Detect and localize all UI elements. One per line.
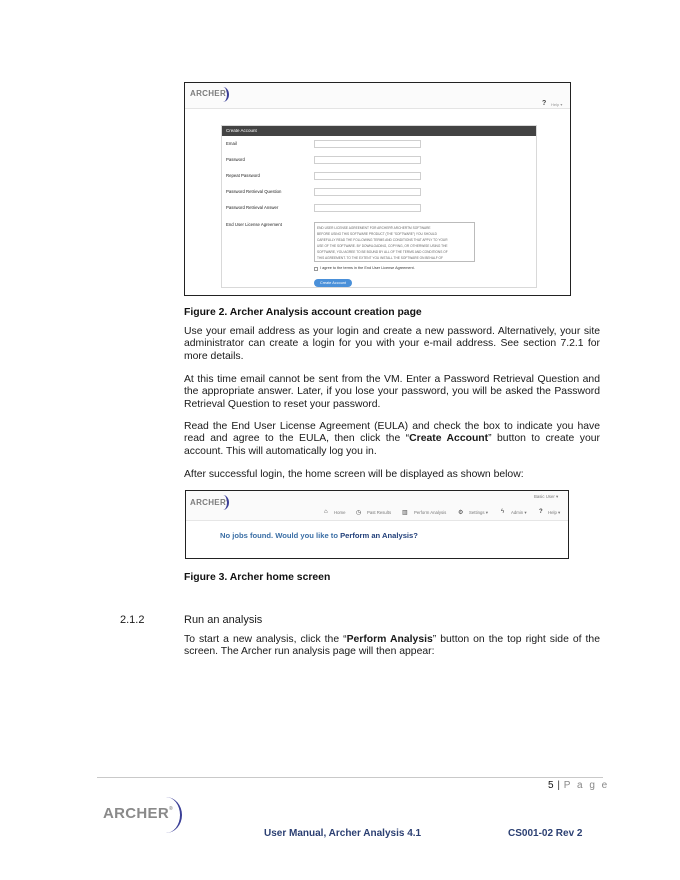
question-icon[interactable]: ?: [539, 509, 543, 515]
eula-line: END USER LICENSE AGREEMENT FOR ARCHER® ARCHERTM SOFTWARE: [317, 226, 431, 230]
email-label: Email: [226, 141, 237, 146]
section-title: Run an analysis: [184, 614, 263, 626]
nav-perform-analysis[interactable]: Perform Analysis: [414, 510, 447, 515]
gear-icon[interactable]: ⚙: [458, 510, 464, 516]
question-icon[interactable]: ?: [542, 100, 547, 107]
eula-textbox[interactable]: [314, 222, 475, 262]
footer-doc-id: CS001-02 Rev 2: [508, 828, 583, 839]
eula-line: USE OF THE SOFTWARE. BY DOWNLOADING, COPYING, OR OTHERWISE USING THE: [317, 244, 448, 248]
paragraph-run-analysis: To start a new analysis, click the “Perform Analysis” button on the top right side of the screen. The Archer run analysis page will then appear:: [184, 634, 600, 658]
section-number: 2.1.2: [120, 614, 145, 626]
repeat-password-label: Repeat Password: [226, 173, 260, 178]
paragraph-email-vm: At this time email cannot be sent from the VM. Enter a Password Retrieval Question and the appropriate answer. Later, if you lose your password, you will be asked the Password Retrieval Question to reset your password.: [184, 374, 600, 410]
nav-home[interactable]: Home: [334, 510, 346, 515]
retrieval-answer-field[interactable]: [314, 204, 421, 212]
figure-2-caption: Figure 2. Archer Analysis account creation page: [184, 307, 422, 318]
bolt-icon[interactable]: ϟ: [501, 509, 505, 515]
figure-3-caption: Figure 3. Archer home screen: [184, 572, 331, 583]
archer-footer-swoosh: [150, 797, 182, 833]
no-jobs-message: No jobs found. Would you like to Perform an Analysis?: [220, 531, 418, 540]
password-field[interactable]: [314, 156, 421, 164]
app-navbar: [186, 491, 568, 521]
repeat-password-field[interactable]: [314, 172, 421, 180]
eula-agree-label: I agree to the terms in the End User License Agreement.: [320, 266, 415, 270]
footer-divider: [97, 777, 603, 778]
page-number: 5 | P a g e: [548, 780, 610, 791]
nav-help[interactable]: Help ▾: [548, 510, 561, 515]
eula-line: BEFORE USING THIS SOFTWARE PRODUCT (THE "SOFTWARE") YOU SHOULD: [317, 232, 437, 236]
form-title: Create Account: [222, 126, 536, 136]
footer-manual-title: User Manual, Archer Analysis 4.1: [264, 828, 422, 839]
help-menu[interactable]: Help ▾: [551, 102, 563, 107]
create-account-button[interactable]: Create Account: [314, 279, 352, 287]
home-icon[interactable]: ⌂: [324, 509, 328, 515]
eula-line: THIS AGREEMENT. TO THE EXTENT YOU INSTALL THE SOFTWARE ON BEHALF OF: [317, 256, 443, 260]
archer-footer-logo: ARCHER®: [103, 805, 173, 822]
archer-logo-swoosh: [217, 87, 229, 102]
figure-2-screenshot: [184, 82, 571, 296]
email-field[interactable]: [314, 140, 421, 148]
app-header: [185, 83, 570, 109]
retrieval-answer-label: Password Retrieval Answer: [226, 205, 279, 210]
figure-3-screenshot: [185, 490, 569, 559]
nav-settings[interactable]: Settings ▾: [469, 510, 488, 515]
perform-analysis-link[interactable]: Perform an Analysis?: [340, 531, 418, 540]
nav-past-results[interactable]: Past Results: [367, 510, 392, 515]
retrieval-question-label: Password Retrieval Question: [226, 189, 282, 194]
archer-logo-swoosh: [217, 495, 229, 510]
create-account-form: [221, 125, 537, 288]
password-label: Password: [226, 157, 245, 162]
paragraph-login: Use your email address as your login and create a new password. Alternatively, your site administrator can create a login for you with your e-mail address. See section 7.2.1 for more details.: [184, 326, 600, 362]
eula-label: End User License Agreement: [226, 222, 282, 227]
eula-agree-checkbox[interactable]: [314, 267, 318, 271]
paragraph-home-screen: After successful login, the home screen will be displayed as shown below:: [184, 469, 524, 480]
archer-logo[interactable]: ARCHER®: [190, 498, 229, 507]
eula-line: SOFTWARE, YOU AGREE TO BE BOUND BY ALL OF THE TERMS AND CONDITIONS OF: [317, 250, 448, 254]
nav-admin[interactable]: Admin ▾: [511, 510, 527, 515]
retrieval-question-field[interactable]: [314, 188, 421, 196]
bar-chart-icon[interactable]: ▥: [402, 510, 408, 516]
user-menu[interactable]: Basic User ▾: [534, 494, 559, 499]
eula-line: CAREFULLY READ THE FOLLOWING TERMS AND CONDITIONS THAT APPLY TO YOUR: [317, 238, 448, 242]
clock-icon[interactable]: ◷: [356, 510, 362, 516]
archer-logo[interactable]: ARCHER®: [190, 89, 229, 98]
paragraph-eula: Read the End User License Agreement (EULA) and check the box to indicate you have read and agree to the EULA, then click the “Create Account” button to create your account. This will automatically log you in.: [184, 421, 600, 457]
